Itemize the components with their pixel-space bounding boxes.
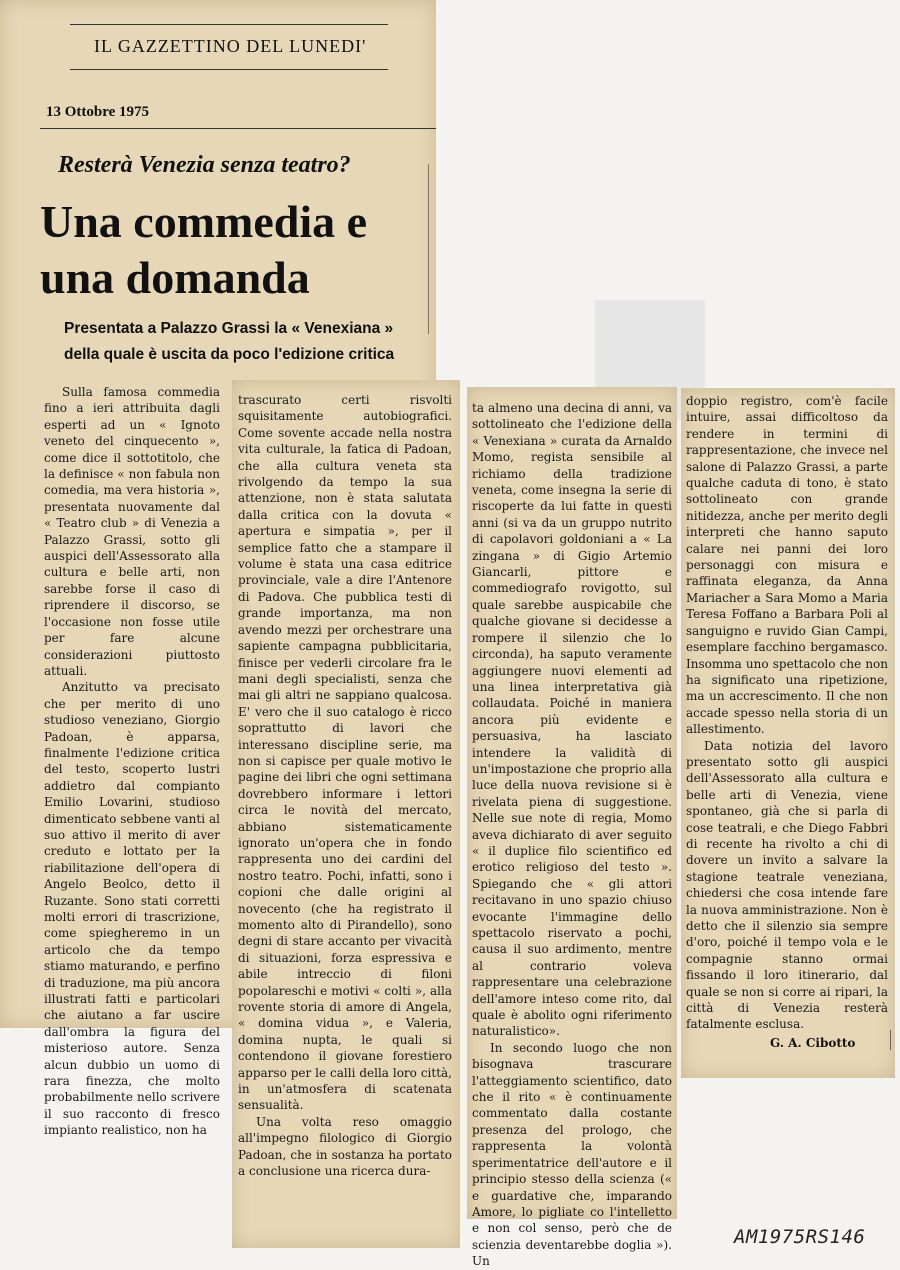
article-paragraph: doppio registro, com'è facile intuire, assai difficoltoso da rendere in termini di rappresentazione, che invece nel salone di Palazzo Grassi, a parte qualche caduta di tono, è stato sottolineato con grande nitidezza, anche per merito degli interpreti che hanno saputo calare nei panni dei loro personaggi con misura e raffinata eleganza, da Anna Mariacher a Sara Momo a Maria Teresa Foffano a Barbara Poli al sanguigno e ruvido Gian Campi, esemplare facchino bergamasco. Insomma uno spettacolo che non ha significato una ripetizione, ma un accrescimento. Il che non accade spesso nella storia di un allestimento. bbox=[686, 394, 888, 737]
article-paragraph: Sulla famosa commedia fino a ieri attribuita dagli esperti ad un « Ignoto veneto del cinquecento », come dice il sottotitolo, che la definisce « non fabula non comedia, ma vera historia », presentata nuovamente dal « Teatro club » di Venezia a Palazzo Grassi, sotto gli auspici dell'Assessorato alla cultura e belle arti, non sarebbe forse il caso di riprendere il discorso, se l'occasione non fosse utile per fare alcune considerazioni piuttosto attuali. bbox=[44, 385, 220, 678]
article-paragraph: Una volta reso omaggio all'impegno filologico di Giorgio Padoan, che in sostanza ha portato a conclusione una ricerca dura- bbox=[238, 1114, 452, 1179]
masthead-text: IL GAZZETTINO DEL LUNEDI' bbox=[94, 36, 367, 56]
publication-date: 13 Ottobre 1975 bbox=[46, 104, 150, 120]
newspaper-masthead bbox=[70, 24, 388, 70]
article-paragraph: In secondo luogo che non bisognava trascurare l'atteggiamento scientifico, dato che il rito « è continuamente commentato dalla costante presenza del prologo, che rappresenta la volontà sperimentatrice dell'autore e il principio stesso della scienza (« e guardative che, imparando Amore, lo pigliate co l'intelletto e non col senso, però che de scienzia deventarebbe doglia »). Un bbox=[472, 1040, 672, 1269]
article-column-2 bbox=[238, 392, 452, 1244]
signature-rule bbox=[890, 1030, 891, 1050]
article-column-3 bbox=[472, 400, 672, 1269]
article-column-1 bbox=[44, 384, 220, 1138]
article-paragraph: Anzitutto va precisato che per merito di uno studioso veneziano, Giorgio Padoan, è apparsa, finalmente l'edizione critica del testo, scoperto lustri addietro dal compianto Emilio Lovarini, studioso dimenticato sebbene vanti al suo attivo il merito di aver creduto e lottato per la riabilitazione dell'opera di Angelo Beolco, detto il Ruzante. Sono stati corretti molti errori di trascrizione, come spiegheremo in un articolo che da tempo stiamo maturando, e perfino di traduzione, ma più ancora illustrati fatti e particolari che aiutano a far uscire dall'ombra la figura del misterioso autore. Senza alcun dubbio un uomo di rara finezza, che molto probabilmente nello scrivere il suo racconto di fresco impianto realistico, non ha bbox=[44, 680, 220, 1138]
archive-handwritten-code: AM1975RS146 bbox=[734, 1226, 866, 1248]
article-paragraph: Data notizia del lavoro presentato sotto gli auspici dell'Assessorato alla cultura e belle arti di Venezia, viene spontaneo, già che si parla di cose teatrali, e che Diego Fabbri di recente ha rivolto a chi di dovere un invito a salvare la stagione teatrale veneziana, chiedersi che cosa intende fare la nuova amministrazione. Non è detto che il silenzio sia sempre d'oro, poiché il tempo vola e le compagnie stanno ormai fissando il loro itinerario, dal quale se non si corre ai ripari, la città di Venezia resterà fatalmente esclusa. bbox=[686, 738, 888, 1032]
article-paragraph: trascurato certi risvolti squisitamente autobiografici. Come sovente accade nella nostra vita culturale, la fatica di Padoan, che alla cultura veneta sta rivolgendo da tempo la sua attenzione, non è stata salutata dalla critica con la dovuta « apertura e simpatia », per il semplice fatto che a stampare il volume è stata una casa editrice provinciale, vale a dire l'Antenore di Padova. Che pubblica testi di grande importanza, ma non avendo mezzi per orchestrare una sapiente campagna pubblicitaria, finisce per vederli circolare fra le mani degli specialisti, senza che mai gli altri ne sappiano qualcosa. E' vero che il suo catalogo è ricco soprattutto di lavori che interessano discipline serie, ma non si capisce per quale motivo le pagine dei libri che ogni settimana dovrebbero informare i lettori circa le novità del mercato, abbiano sistematicamente ignorato un'opera che in fondo rappresenta uno dei cardini del nostro teatro. Pochi, infatti, sono i copioni che dalle origini al novecento (che ha registrato il momento alto di Pirandello), sono degni di stare accanto per vivacità di situazioni, forza espressiva e abile intreccio di filoni popolareschi e motivi « colti », alla rovente storia di amore di Angela, « domina vidua », e Valeria, domina nupta, le quali si contendono il giovane forestiero apparso per le calli della loro città, in un'atmosfera di scatenata sensualità. bbox=[238, 393, 452, 1113]
article-column-4 bbox=[686, 393, 888, 1033]
article-headline: Una commedia e una domanda bbox=[40, 196, 368, 303]
author-signature: G. A. Cibotto bbox=[770, 1036, 856, 1050]
date-rule bbox=[40, 128, 436, 129]
article-deck: Presentata a Palazzo Grassi la « Venexiana » della quale è uscita da poco l'edizione critica bbox=[64, 320, 395, 363]
article-kicker: Resterà Venezia senza teatro? bbox=[58, 152, 351, 178]
article-paragraph: ta almeno una decina di anni, va sottolineato che l'edizione della « Venexiana » curata da Arnaldo Momo, regista sensibile al richiamo della tradizione veneta, come insegna la serie di riscoperte da lui fatte in questi anni (si va da un gruppo nutrito di capolavori goldoniani a « La zingana » di Gigio Artemio Giancarli, pittore e commediografo rovigotto, sul quale sarebbe auspicabile che qualche giovane si decidesse a rompere il silenzio che lo circonda), ha saputo veramente aggiungere nuovi elementi ad una linea interpretativa già collaudata. Poiché in maniera ancora più evidente e persuasiva, ha lasciato intendere la validità di un'impostazione che proprio alla luce della nuova revisione si è rivelata piena di suggestione. Nelle sue note di regia, Momo aveva dichiarato di aver seguito « il duplice filo scientifico ed erotico religioso del testo ». Spiegando che « gli attori recitavano in uno spazio chiuso evocante l'immagine dello spettacolo riservato a pochi, causa il suo ardimento, mentre al contrario voleva rappresentare una celebrazione dell'amore inteso come rito, dal quale è abolito ogni riferimento naturalistico». bbox=[472, 401, 672, 1039]
